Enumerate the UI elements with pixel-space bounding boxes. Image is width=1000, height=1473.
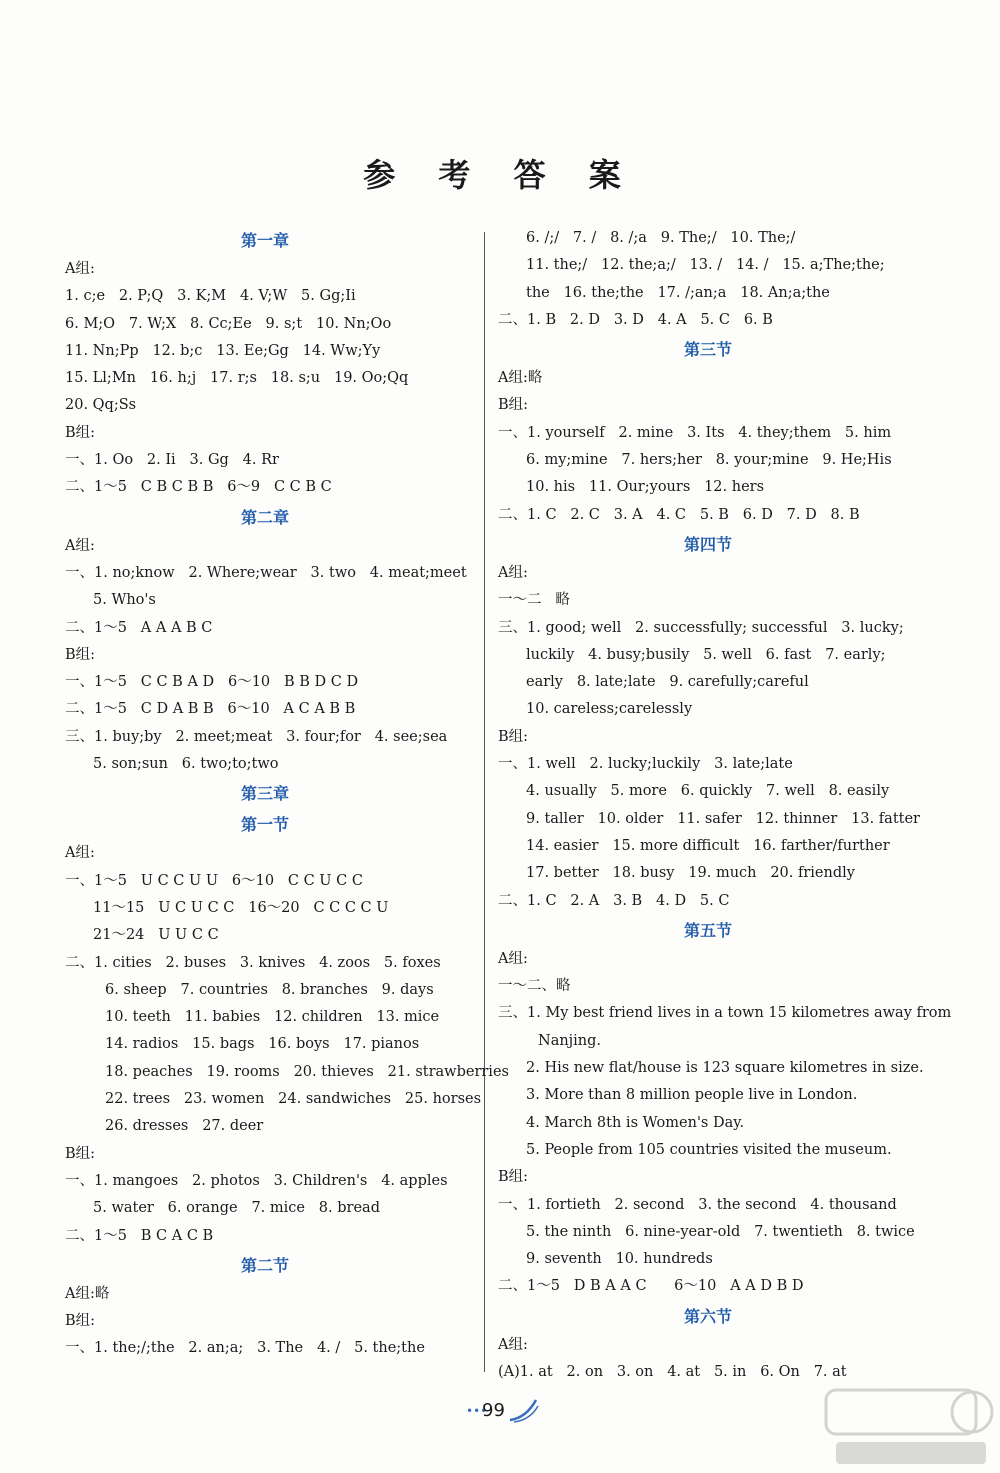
- answer-line: 二、1. C 2. A 3. B 4. D 5. C: [498, 892, 730, 909]
- section-heading: 第五节: [683, 920, 732, 940]
- answer-line: 三、1. buy;by 2. meet;meat 3. four;for 4. see;sea: [65, 728, 448, 745]
- answer-line: 15. Ll;Mn 16. h;j 17. r;s 18. s;u 19. Oo;Qq: [65, 370, 409, 387]
- answer-line: 二、1～5 C B C B B 6～9 C C B C: [65, 479, 332, 496]
- answer-column-left: [65, 225, 509, 1363]
- answer-line: 二、1～5 B C A C B: [65, 1227, 214, 1244]
- answer-line: the 16. the;the 17. /;an;a 18. An;a;the: [526, 284, 830, 301]
- answer-line: 6. sheep 7. countries 8. branches 9. days: [105, 981, 434, 998]
- answer-line: A组:: [65, 537, 95, 554]
- answer-line: 二、1～5 C D A B B 6～10 A C A B B: [65, 701, 356, 718]
- answer-line: 一、1. no;know 2. Where;wear 3. two 4. meat;meet: [65, 564, 467, 581]
- answer-line: 22. trees 23. women 24. sandwiches 25. horses: [105, 1091, 482, 1108]
- answer-line: 一～二、略: [498, 978, 571, 995]
- answer-line: A组:: [65, 261, 95, 277]
- answer-line: 26. dresses 27. deer: [105, 1118, 264, 1135]
- answer-line: 9. seventh 10. hundreds: [526, 1251, 713, 1268]
- section-heading: 第三节: [683, 340, 732, 360]
- section-heading: 第三章: [240, 784, 289, 804]
- answer-line: B组:: [498, 397, 529, 414]
- answer-line: 6. M;O 7. W;X 8. Cc;Ee 9. s;t 10. Nn;Oo: [65, 315, 392, 332]
- answer-line: Nanjing.: [538, 1032, 602, 1049]
- column-divider: [484, 232, 485, 1372]
- answer-line: 21～24 U U C C: [93, 927, 219, 944]
- answer-line: A组:: [65, 845, 95, 862]
- answer-line: 5. the ninth 6. nine-year-old 7. twentieth 8. twice: [526, 1223, 915, 1240]
- answer-line: 6. /;/ 7. / 8. /;a 9. The;/ 10. The;/: [526, 230, 796, 246]
- answer-line: 一、1. the;/;the 2. an;a; 3. The 4. / 5. the;the: [65, 1340, 425, 1357]
- answer-line: 二、1. C 2. C 3. A 4. C 5. B 6. D 7. D 8. B: [498, 506, 860, 523]
- answer-line: 4. usually 5. more 6. quickly 7. well 8. easily: [526, 783, 890, 800]
- answer-line: (A)1. at 2. on 3. on 4. at 5. in 6. On 7. at: [498, 1363, 847, 1380]
- answer-line: 17. better 18. busy 19. much 20. friendly: [526, 865, 855, 882]
- answer-line: 三、1. My best friend lives in a town 15 kilometres away from: [498, 1005, 952, 1022]
- answer-line: 二、1～5 D B A A C 6～10 A A D B D: [498, 1278, 804, 1295]
- answer-line: 14. easier 15. more difficult 16. farther/further: [526, 837, 890, 854]
- answer-line: 11. the;/ 12. the;a;/ 13. / 14. / 15. a;The;the;: [526, 257, 885, 274]
- page-number: 99: [482, 1400, 505, 1421]
- answer-line: 三、1. good; well 2. successfully; successful 3. lucky;: [498, 619, 904, 636]
- page-title: 参 考 答 案: [363, 156, 637, 194]
- answer-line: 14. radios 15. bags 16. boys 17. pianos: [105, 1036, 420, 1053]
- answer-line: 2. His new flat/house is 123 square kilometres in size.: [526, 1060, 924, 1077]
- answer-line: 11～15 U C U C C 16～20 C C C C U: [93, 899, 389, 916]
- answer-line: 10. teeth 11. babies 12. children 13. mice: [105, 1009, 440, 1026]
- answer-line: luckily 4. busy;busily 5. well 6. fast 7. early;: [526, 646, 886, 663]
- answer-line: 10. his 11. Our;yours 12. hers: [526, 479, 765, 496]
- answer-line: 5. water 6. orange 7. mice 8. bread: [93, 1200, 380, 1217]
- answer-line: 一、1. mangoes 2. photos 3. Children's 4. apples: [65, 1172, 448, 1189]
- page-number-swoosh: [508, 1396, 540, 1424]
- answer-line: A组:略: [65, 1285, 110, 1302]
- section-heading: 第二章: [240, 507, 289, 527]
- answer-column-right: [498, 225, 952, 1386]
- answer-line: B组:: [498, 1169, 529, 1186]
- answer-line: early 8. late;late 9. carefully;careful: [526, 674, 809, 691]
- answer-line: 一、1～5 U C C U U 6～10 C C U C C: [65, 872, 363, 889]
- answer-line: A组:: [498, 950, 528, 967]
- section-heading: 第六节: [683, 1306, 732, 1326]
- answer-line: 5. People from 105 countries visited the museum.: [526, 1141, 892, 1158]
- answer-line: 二、1～5 A A A B C: [65, 619, 213, 636]
- answer-line: B组:: [65, 424, 96, 441]
- section-heading: 第一节: [240, 815, 289, 835]
- answer-line: 4. March 8th is Women's Day.: [526, 1114, 745, 1131]
- answer-line: 3. More than 8 million people live in London.: [526, 1087, 858, 1104]
- section-heading: 第一章: [240, 231, 289, 250]
- answer-line: 9. taller 10. older 11. safer 12. thinner 13. fatter: [526, 810, 920, 827]
- section-heading: 第二节: [240, 1255, 289, 1275]
- answer-line: 5. Who's: [93, 592, 156, 609]
- answer-line: 一、1. yourself 2. mine 3. Its 4. they;them 5. him: [498, 424, 892, 441]
- answer-line: A组:: [498, 1336, 528, 1353]
- answer-line: 二、1. B 2. D 3. D 4. A 5. C 6. B: [498, 311, 773, 328]
- answer-line: B组:: [65, 1313, 96, 1330]
- answer-line: 一、1. well 2. lucky;luckily 3. late;late: [498, 756, 793, 773]
- answer-line: 一、1. fortieth 2. second 3. the second 4. thousand: [498, 1196, 897, 1213]
- section-heading: 第四节: [683, 534, 732, 554]
- answer-line: 11. Nn;Pp 12. b;c 13. Ee;Gg 14. Ww;Yy: [65, 342, 381, 359]
- answer-line: 6. my;mine 7. hers;her 8. your;mine 9. He;His: [526, 452, 892, 469]
- answer-line: 一、1～5 C C B A D 6～10 B B D C D: [65, 674, 359, 691]
- answer-line: B组:: [498, 728, 529, 745]
- answer-line: A组:: [498, 564, 528, 581]
- page-number-dots: •••: [466, 1404, 488, 1418]
- answer-line: 一～二 略: [498, 592, 570, 609]
- watermark-logo: [822, 1384, 994, 1470]
- answer-line: 18. peaches 19. rooms 20. thieves 21. strawberries: [105, 1063, 509, 1080]
- answer-line: 二、1. cities 2. buses 3. knives 4. zoos 5. foxes: [65, 954, 441, 971]
- answer-line: B组:: [65, 1145, 96, 1162]
- answer-line: 10. careless;carelessly: [526, 701, 693, 718]
- answer-line: 一、1. Oo 2. Ii 3. Gg 4. Rr: [65, 452, 279, 469]
- answer-line: 20. Qq;Ss: [65, 397, 137, 414]
- answer-line: 5. son;sun 6. two;to;two: [93, 756, 279, 773]
- answer-line: A组:略: [498, 370, 543, 387]
- answer-line: 1. c;e 2. P;Q 3. K;M 4. V;W 5. Gg;Ii: [65, 288, 356, 305]
- answer-line: B组:: [65, 646, 96, 663]
